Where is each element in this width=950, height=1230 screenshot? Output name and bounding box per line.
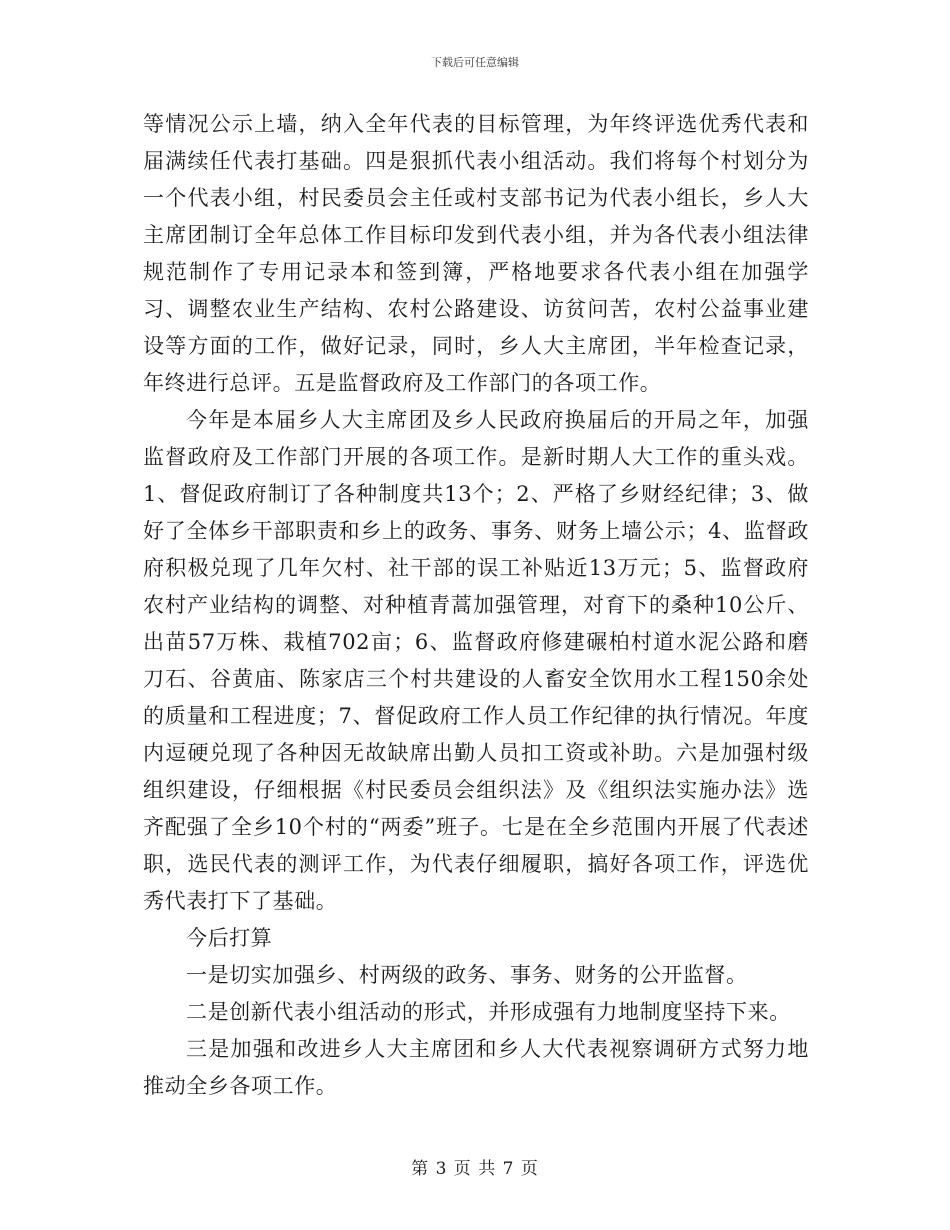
plan-item-2: 二是创新代表小组活动的形式，并形成强有力地制度坚持下来。 (186, 1000, 791, 1024)
paragraph-continuation: 等情况公示上墙，纳入全年代表的目标管理，为年终评选优秀代表和届满续任代表打基础。四是狠抓代表小组活动。我们将每个村划分为一个代表小组，村民委员会主任或村支部书记为代表小组长，乡人大主席团制订全年总体工作目标印发到代表小组，并为各代表小组法律规范制作了专用记录本和签到簿，严格地要求各代表小组在加强学习、调整农业生产结构、农村公路建设、访贫问苦，农村公益事业建设等方面的工作，做好记录，同时，乡人大主席团，半年检查记录，年终进行总评。五是监督政府及工作部门的各项工作。 (143, 112, 809, 395)
section-heading-future-plans: 今后打算 (186, 926, 273, 950)
page-number-footer: 第 3 页 共 7 页 (411, 1159, 539, 1179)
document-body (143, 106, 809, 1105)
page-header-note: 下载后可任意编辑 (431, 56, 519, 69)
paragraph-supervision: 今年是本届乡人大主席团及乡人民政府换届后的开局之年，加强监督政府及工作部门开展的各项工作。是新时期人大工作的重头戏。1、督促政府制订了各种制度共13个；2、严格了乡财经纪律；3、做好了全体乡干部职责和乡上的政务、事务、财务上墙公示；4、监督政府积极兑现了几年欠村、社干部的误工补贴近13万元；5、监督政府农村产业结构的调整、对种植青蒿加强管理，对育下的桑种10公斤、出苗57万株、栽植702亩；6、监督政府修建碾柏村道水泥公路和磨刀石、谷黄庙、陈家店三个村共建设的人畜安全饮用水工程150余处的质量和工程进度；7、督促政府工作人员工作纪律的执行情况。年度内逗硬兑现了各种因无故缺席出勤人员扣工资或补助。六是加强村级组织建设，仔细根据《村民委员会组织法》及《组织法实施办法》选齐配强了全乡10个村的“两委”班子。七是在全乡范围内开展了代表述职，选民代表的测评工作，为代表仔细履职，搞好各项工作，评选优秀代表打下了基础。 (143, 408, 809, 913)
plan-item-3: 三是加强和改进乡人大主席团和乡人大代表视察调研方式努力地推动全乡各项工作。 (143, 1037, 809, 1098)
plan-item-1: 一是切实加强乡、村两级的政务、事务、财务的公开监督。 (186, 963, 748, 987)
